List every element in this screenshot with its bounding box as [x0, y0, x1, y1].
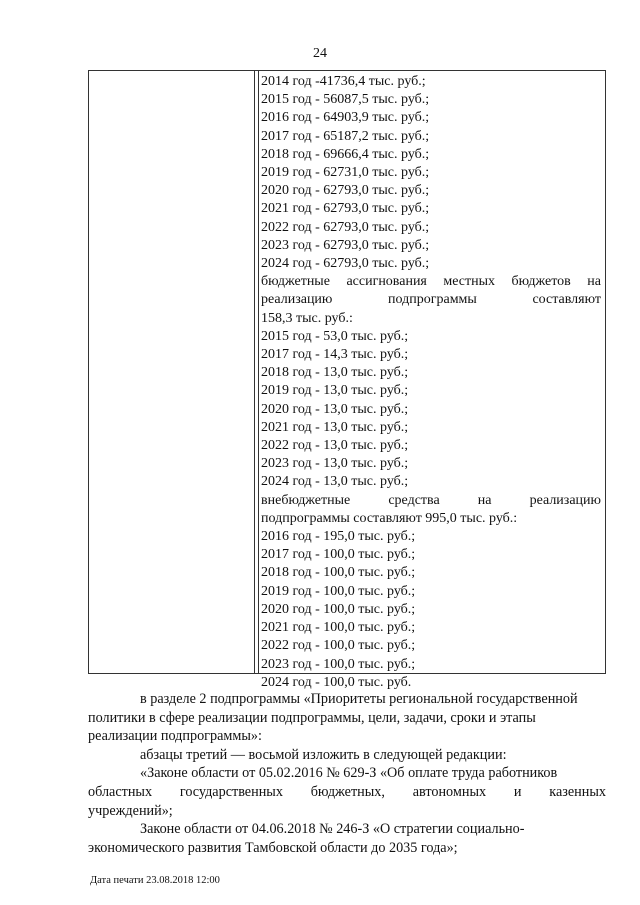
- local-funding-heading-line1: бюджетные ассигнования местных бюджетов на: [261, 274, 601, 290]
- local-funding-line: 2020 год - 13,0 тыс. руб.;: [261, 401, 409, 417]
- para4-line2: экономического развития Тамбовской области до 2035 года»;: [88, 839, 458, 856]
- local-funding-line: 2017 год - 14,3 тыс. руб.;: [261, 347, 409, 363]
- local-funding-line: 2021 год - 13,0 тыс. руб.;: [261, 419, 409, 435]
- offbudget-funding-line: 2017 год - 100,0 тыс. руб.;: [261, 547, 416, 563]
- regional-funding-line: 2018 год - 69666,4 тыс. руб.;: [261, 146, 430, 162]
- offbudget-funding-line: 2021 год - 100,0 тыс. руб.;: [261, 620, 416, 636]
- amendment-text: [88, 690, 606, 857]
- regional-funding-line: 2015 год - 56087,5 тыс. руб.;: [261, 92, 430, 108]
- regional-funding-line: 2017 год - 65187,2 тыс. руб.;: [261, 128, 430, 144]
- regional-funding-line: 2024 год - 62793,0 тыс. руб.;: [261, 256, 430, 272]
- offbudget-funding-line: 2019 год - 100,0 тыс. руб.;: [261, 583, 416, 599]
- local-funding-line: 2022 год - 13,0 тыс. руб.;: [261, 438, 409, 454]
- local-funding-line: 2023 год - 13,0 тыс. руб.;: [261, 456, 409, 472]
- regional-funding-line: 2021 год - 62793,0 тыс. руб.;: [261, 201, 430, 217]
- para4-line1: Законе области от 04.06.2018 № 246-З «О стратегии социально-: [140, 821, 525, 838]
- offbudget-funding-line: 2024 год - 100,0 тыс. руб.: [261, 674, 412, 690]
- local-funding-line: 2015 год - 53,0 тыс. руб.;: [261, 328, 409, 344]
- table-right-cell: [258, 71, 603, 690]
- offbudget-funding-list: [261, 528, 601, 692]
- local-funding-list: [261, 328, 601, 492]
- regional-funding-list: [261, 73, 601, 273]
- regional-funding-line: 2022 год - 62793,0 тыс. руб.;: [261, 219, 430, 235]
- print-date: Дата печати 23.08.2018 12:00: [90, 875, 220, 886]
- page-number: 24: [313, 46, 327, 61]
- table-left-cell: [89, 71, 255, 673]
- para3-line2: областных государственных бюджетных, автономных и казенных: [88, 783, 606, 800]
- offbudget-funding-line: 2020 год - 100,0 тыс. руб.;: [261, 601, 416, 617]
- para1-line1: в разделе 2 подпрограммы «Приоритеты региональной государственной: [140, 691, 578, 707]
- regional-funding-line: 2019 год - 62731,0 тыс. руб.;: [261, 165, 430, 181]
- para3-line3: учреждений»;: [88, 802, 173, 819]
- local-funding-heading-line2: реализацию подпрограммы составляют: [261, 292, 601, 308]
- local-funding-total: 158,3 тыс. руб.:: [261, 310, 353, 326]
- offbudget-funding-line: 2023 год - 100,0 тыс. руб.;: [261, 656, 416, 672]
- offbudget-funding-line: 2022 год - 100,0 тыс. руб.;: [261, 638, 416, 654]
- offbudget-heading-line1: внебюджетные средства на реализацию: [261, 492, 601, 508]
- offbudget-heading-line2: подпрограммы составляют 995,0 тыс. руб.:: [261, 510, 518, 526]
- regional-funding-line: 2020 год - 62793,0 тыс. руб.;: [261, 183, 430, 199]
- funding-table: [88, 70, 606, 690]
- regional-funding-line: 2023 год - 62793,0 тыс. руб.;: [261, 237, 430, 253]
- offbudget-funding-line: 2016 год - 195,0 тыс. руб.;: [261, 529, 416, 545]
- local-funding-line: 2024 год - 13,0 тыс. руб.;: [261, 474, 409, 490]
- para2: абзацы третий — восьмой изложить в следующей редакции:: [140, 746, 507, 763]
- local-funding-line: 2019 год - 13,0 тыс. руб.;: [261, 383, 409, 399]
- offbudget-funding-line: 2018 год - 100,0 тыс. руб.;: [261, 565, 416, 581]
- local-funding-line: 2018 год - 13,0 тыс. руб.;: [261, 365, 409, 381]
- para1-line3: реализации подпрограммы»:: [88, 728, 262, 745]
- para3-line1: «Законе области от 05.02.2016 № 629-З «Об оплате труда работников: [140, 765, 558, 782]
- para1-line2: политики в сфере реализации подпрограммы, цели, задачи, сроки и этапы: [88, 709, 536, 726]
- regional-funding-line: 2014 год -41736,4 тыс. руб.;: [261, 74, 426, 89]
- regional-funding-line: 2016 год - 64903,9 тыс. руб.;: [261, 110, 430, 126]
